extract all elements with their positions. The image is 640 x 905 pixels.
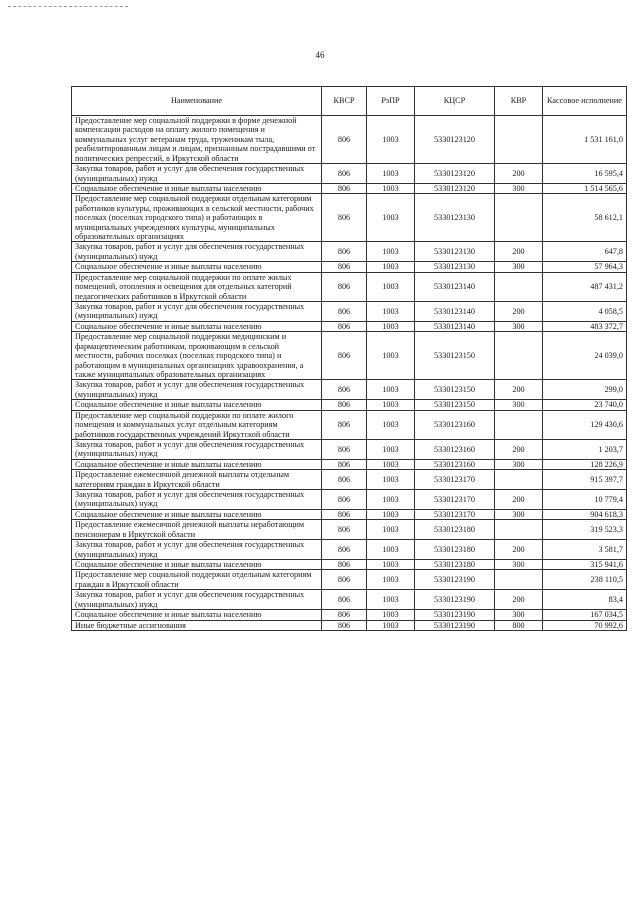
header-name: Наименование [72,87,322,116]
table-row [72,332,627,380]
cell-rzpr: 1003 [367,470,415,490]
cell-amount: 4 058,5 [543,302,627,322]
header-row [72,87,627,116]
cell-kvsr: 806 [322,194,367,242]
table-row [72,509,627,519]
table-row [72,540,627,560]
cell-kvr: 200 [495,590,543,610]
cell-name: Социальное обеспечение и иные выплаты населению [72,321,322,331]
cell-kvsr: 806 [322,470,367,490]
cell-kvsr: 806 [322,490,367,510]
cell-kvsr: 806 [322,620,367,630]
cell-kvsr: 806 [322,570,367,590]
cell-amount: 319 523,3 [543,520,627,540]
cell-name: Предоставление мер социальной поддержки по оплате жилого помещения и коммунальных услуг отдельным категориям работников государственных учреждений Иркутской области [72,410,322,439]
cell-rzpr: 1003 [367,509,415,519]
cell-amount: 1 531 161,0 [543,116,627,164]
cell-name: Предоставление мер социальной поддержки отдельным категориям граждан в Иркутской области [72,570,322,590]
cell-rzpr: 1003 [367,272,415,301]
cell-kvsr: 806 [322,400,367,410]
cell-amount: 70 992,6 [543,620,627,630]
top-margin-rule [8,6,128,7]
table-row [72,183,627,193]
cell-kcsr: 5330123180 [415,540,495,560]
cell-name: Закупка товаров, работ и услуг для обеспечения государственных (муниципальных) нужд [72,302,322,322]
cell-amount: 58 612,1 [543,194,627,242]
cell-name: Социальное обеспечение и иные выплаты населению [72,183,322,193]
cell-amount: 24 039,0 [543,332,627,380]
cell-rzpr: 1003 [367,194,415,242]
cell-kvr: 200 [495,242,543,262]
cell-kvsr: 806 [322,380,367,400]
cell-name: Предоставление мер социальной поддержки отдельным категориям работников культуры, проживающих в сельской местности, рабочих поселках (поселках городского типа) и работающих в муниципальных учреждениях культуры, муниципальных образовательных организациях [72,194,322,242]
cell-kvsr: 806 [322,459,367,469]
cell-rzpr: 1003 [367,400,415,410]
table-row [72,302,627,322]
cell-amount: 23 740,0 [543,400,627,410]
cell-rzpr: 1003 [367,490,415,510]
cell-name: Закупка товаров, работ и услуг для обеспечения государственных (муниципальных) нужд [72,164,322,184]
cell-name: Предоставление мер социальной поддержки по оплате жилых помещений, отопления и освещения для отдельных категорий педагогических работников в Иркутской области [72,272,322,301]
cell-rzpr: 1003 [367,262,415,272]
table-row [72,272,627,301]
cell-name: Предоставление мер социальной поддержки в форме денежной компенсации расходов на оплату жилого помещения и коммунальных услуг ветеранам труда, труженикам тыла, реабилитированным лицам и лицам, признанным пострадавшими от политических репрессий, в Иркутской области [72,116,322,164]
cell-amount: 10 779,4 [543,490,627,510]
budget-table [71,86,627,631]
table-body [72,116,627,631]
cell-kcsr: 5330123150 [415,332,495,380]
cell-kcsr: 5330123130 [415,194,495,242]
cell-rzpr: 1003 [367,410,415,439]
cell-amount: 904 618,3 [543,509,627,519]
cell-name: Закупка товаров, работ и услуг для обеспечения государственных (муниципальных) нужд [72,380,322,400]
cell-kcsr: 5330123170 [415,470,495,490]
cell-rzpr: 1003 [367,321,415,331]
header-rzpr: РзПР [367,87,415,116]
cell-rzpr: 1003 [367,116,415,164]
cell-rzpr: 1003 [367,540,415,560]
table-row [72,116,627,164]
cell-amount: 1 514 565,6 [543,183,627,193]
cell-amount: 128 226,9 [543,459,627,469]
cell-kcsr: 5330123160 [415,410,495,439]
cell-name: Предоставление ежемесячной денежной выплаты отдельным категориям граждан в Иркутской области [72,470,322,490]
cell-kvr [495,194,543,242]
cell-kvr: 200 [495,302,543,322]
cell-rzpr: 1003 [367,610,415,620]
cell-rzpr: 1003 [367,459,415,469]
header-kcsr: КЦСР [415,87,495,116]
table-row [72,490,627,510]
cell-kcsr: 5330123180 [415,520,495,540]
table-row [72,439,627,459]
cell-amount: 57 964,3 [543,262,627,272]
table-row [72,570,627,590]
header-kvr: КВР [495,87,543,116]
cell-kvsr: 806 [322,332,367,380]
cell-amount: 487 431,2 [543,272,627,301]
cell-kcsr: 5330123130 [415,242,495,262]
cell-kvr: 800 [495,620,543,630]
cell-amount: 647,8 [543,242,627,262]
cell-kcsr: 5330123150 [415,380,495,400]
cell-kcsr: 5330123140 [415,272,495,301]
cell-amount: 16 595,4 [543,164,627,184]
cell-kvr [495,116,543,164]
cell-kvr: 300 [495,321,543,331]
cell-kcsr: 5330123190 [415,570,495,590]
header-kvsr: КВСР [322,87,367,116]
cell-kcsr: 5330123140 [415,321,495,331]
cell-amount: 299,0 [543,380,627,400]
cell-name: Социальное обеспечение и иные выплаты населению [72,459,322,469]
table-header [72,87,627,116]
cell-kvr: 200 [495,540,543,560]
cell-kvsr: 806 [322,590,367,610]
table-row [72,400,627,410]
cell-rzpr: 1003 [367,620,415,630]
cell-amount: 83,4 [543,590,627,610]
cell-kcsr: 5330123140 [415,302,495,322]
cell-amount: 3 581,7 [543,540,627,560]
table-row [72,410,627,439]
table-row [72,470,627,490]
cell-kvsr: 806 [322,272,367,301]
cell-amount: 167 034,5 [543,610,627,620]
cell-kvr [495,470,543,490]
cell-rzpr: 1003 [367,332,415,380]
table-row [72,321,627,331]
cell-kvsr: 806 [322,540,367,560]
cell-kvr: 300 [495,459,543,469]
cell-kvsr: 806 [322,610,367,620]
table-row [72,590,627,610]
cell-kvsr: 806 [322,559,367,569]
cell-kvsr: 806 [322,520,367,540]
cell-kvr: 200 [495,380,543,400]
cell-rzpr: 1003 [367,242,415,262]
cell-kvr: 300 [495,509,543,519]
cell-kvsr: 806 [322,509,367,519]
cell-kvr [495,570,543,590]
cell-name: Закупка товаров, работ и услуг для обеспечения государственных (муниципальных) нужд [72,490,322,510]
cell-kvsr: 806 [322,242,367,262]
cell-kvr: 200 [495,439,543,459]
cell-name: Закупка товаров, работ и услуг для обеспечения государственных (муниципальных) нужд [72,439,322,459]
cell-kvr [495,410,543,439]
cell-name: Предоставление ежемесячной денежной выплаты неработающим пенсионерам в Иркутской области [72,520,322,540]
cell-kvr: 300 [495,400,543,410]
cell-kcsr: 5330123160 [415,459,495,469]
page-number: 46 [315,50,325,60]
cell-amount: 483 372,7 [543,321,627,331]
cell-name: Социальное обеспечение и иные выплаты населению [72,509,322,519]
cell-kcsr: 5330123120 [415,183,495,193]
cell-amount: 915 397,7 [543,470,627,490]
cell-kvsr: 806 [322,321,367,331]
cell-name: Закупка товаров, работ и услуг для обеспечения государственных (муниципальных) нужд [72,242,322,262]
table-row [72,520,627,540]
cell-kcsr: 5330123150 [415,400,495,410]
cell-amount: 238 110,5 [543,570,627,590]
cell-rzpr: 1003 [367,380,415,400]
cell-kvr: 300 [495,610,543,620]
cell-rzpr: 1003 [367,559,415,569]
table-row [72,610,627,620]
cell-kcsr: 5330123190 [415,590,495,610]
cell-kcsr: 5330123190 [415,610,495,620]
table-row [72,194,627,242]
cell-name: Социальное обеспечение и иные выплаты населению [72,559,322,569]
cell-rzpr: 1003 [367,570,415,590]
cell-amount: 315 941,6 [543,559,627,569]
cell-kvsr: 806 [322,439,367,459]
cell-rzpr: 1003 [367,590,415,610]
cell-name: Предоставление мер социальной поддержки медицинским и фармацевтическим работникам, проживающим в сельской местности, рабочих поселках (поселках городского типа) и работающим в муниципальных организациях здравоохранения, а также муниципальных образовательных организациях [72,332,322,380]
table-row [72,559,627,569]
cell-rzpr: 1003 [367,302,415,322]
cell-kvsr: 806 [322,262,367,272]
cell-kvr: 300 [495,183,543,193]
cell-kvr [495,272,543,301]
cell-kvsr: 806 [322,164,367,184]
cell-name: Социальное обеспечение и иные выплаты населению [72,610,322,620]
cell-kvr: 300 [495,262,543,272]
table-row [72,380,627,400]
cell-kvr [495,332,543,380]
cell-name: Иные бюджетные ассигнования [72,620,322,630]
cell-kvr: 200 [495,164,543,184]
cell-kcsr: 5330123130 [415,262,495,272]
table-row [72,262,627,272]
cell-kcsr: 5330123160 [415,439,495,459]
cell-kcsr: 5330123170 [415,490,495,510]
cell-rzpr: 1003 [367,439,415,459]
cell-kcsr: 5330123120 [415,116,495,164]
cell-amount: 129 430,6 [543,410,627,439]
table-row [72,164,627,184]
cell-name: Социальное обеспечение и иные выплаты населению [72,400,322,410]
cell-rzpr: 1003 [367,520,415,540]
cell-rzpr: 1003 [367,164,415,184]
table-row [72,242,627,262]
cell-name: Закупка товаров, работ и услуг для обеспечения государственных (муниципальных) нужд [72,590,322,610]
cell-kcsr: 5330123170 [415,509,495,519]
cell-kcsr: 5330123120 [415,164,495,184]
cell-kvsr: 806 [322,183,367,193]
cell-kcsr: 5330123190 [415,620,495,630]
cell-kvr: 300 [495,559,543,569]
cell-kcsr: 5330123180 [415,559,495,569]
cell-name: Социальное обеспечение и иные выплаты населению [72,262,322,272]
cell-kvsr: 806 [322,116,367,164]
cell-kvr: 200 [495,490,543,510]
cell-name: Закупка товаров, работ и услуг для обеспечения государственных (муниципальных) нужд [72,540,322,560]
cell-kvr [495,520,543,540]
cell-kvsr: 806 [322,410,367,439]
cell-kvsr: 806 [322,302,367,322]
table-row [72,620,627,630]
header-amount: Кассовое исполнение [543,87,627,116]
table-row [72,459,627,469]
cell-amount: 1 203,7 [543,439,627,459]
cell-rzpr: 1003 [367,183,415,193]
